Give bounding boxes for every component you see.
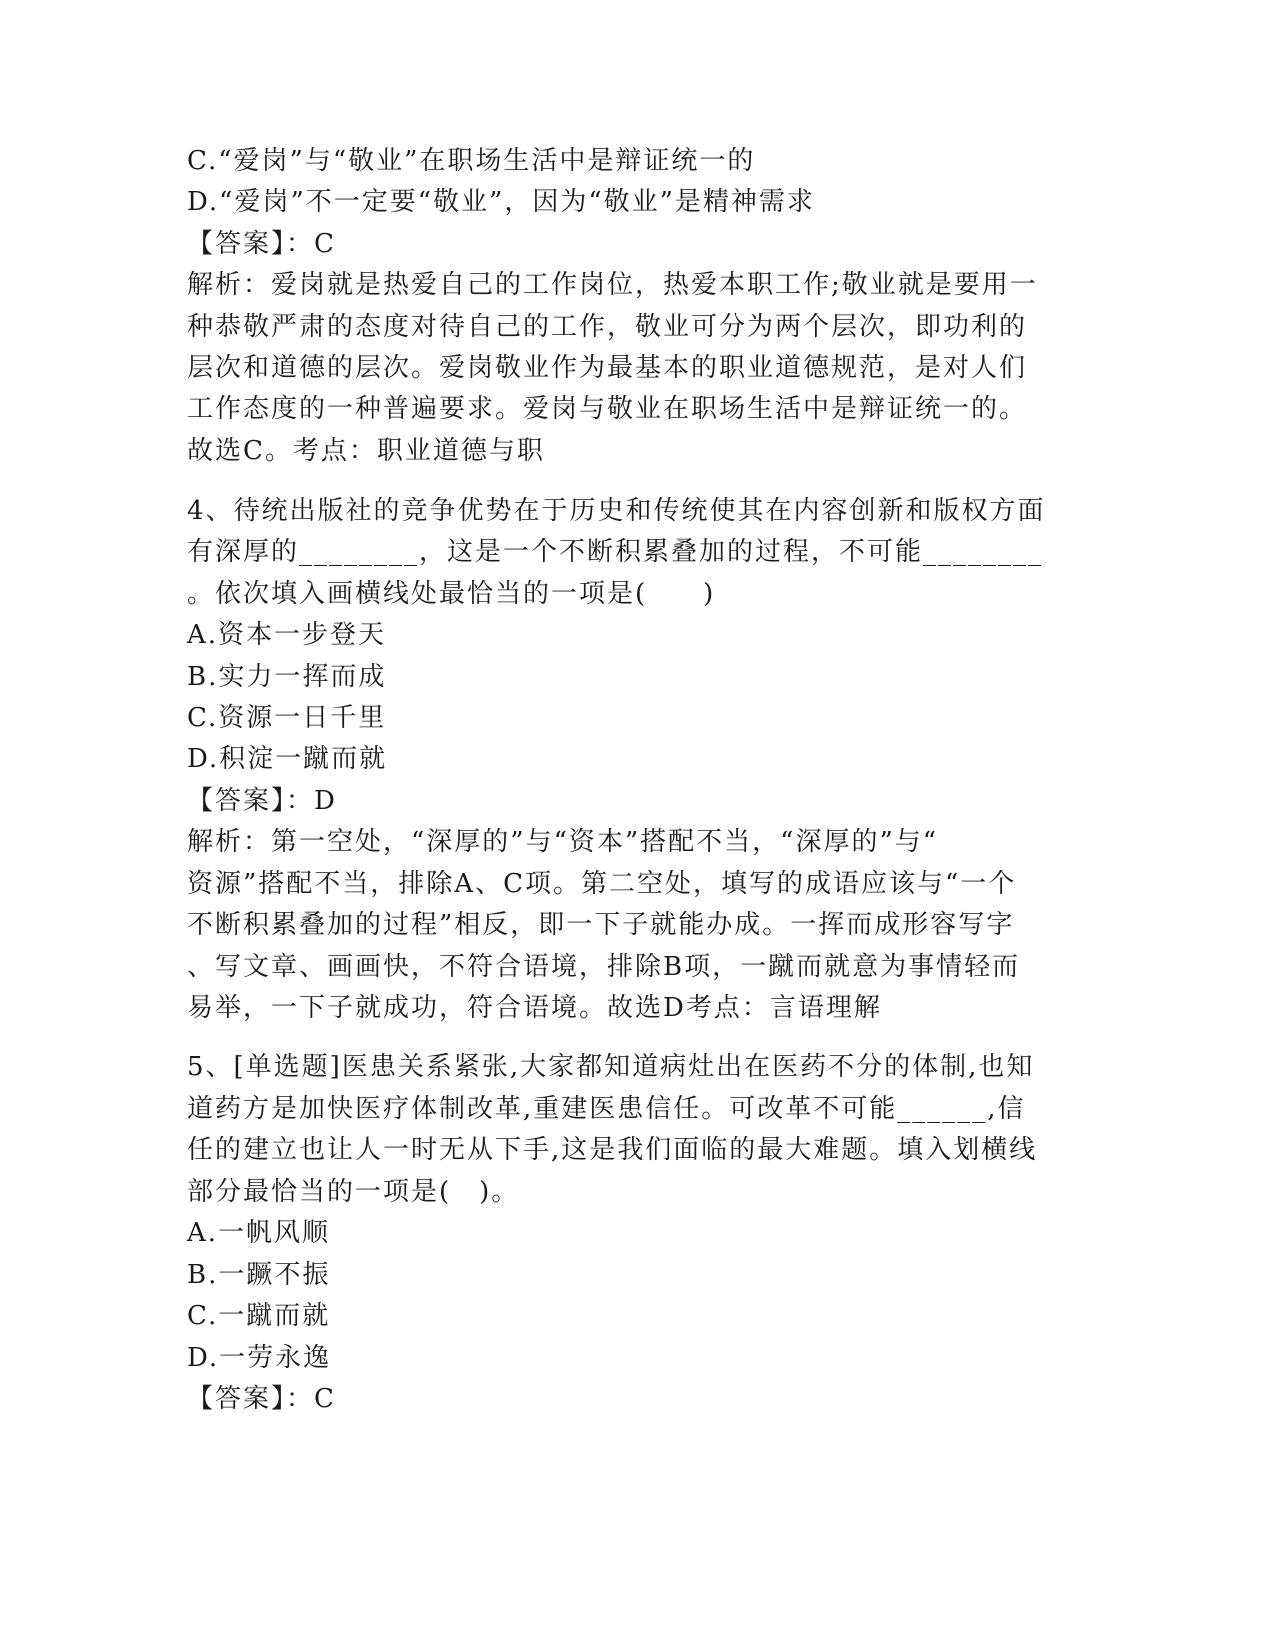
q4-stem-line: 4、待统出版社的竞争优势在于历史和传统使其在内容创新和版权方面 — [187, 496, 1046, 526]
q3-analysis-line: 解析：爱岗就是热爱自己的工作岗位，热爱本职工作;敬业就是要用一 — [187, 270, 1038, 300]
q4-analysis-line: 解析：第一空处，“深厚的”与“资本”搭配不当，“深厚的”与“ — [187, 827, 939, 857]
q4-option-c: C.资源一日千里 — [187, 703, 387, 733]
q4-option-d: D.积淀一蹴而就 — [187, 744, 388, 774]
q3-analysis-line: 工作态度的一种普遍要求。爱岗与敬业在职场生活中是辩证统一的。 — [187, 394, 1028, 424]
q4-analysis-line: 资源”搭配不当，排除A、C项。第二空处，填写的成语应该与“一个 — [187, 869, 1017, 899]
q5-option-c: C.一蹴而就 — [187, 1301, 331, 1331]
q3-analysis-line: 种恭敬严肃的态度对待自己的工作，敬业可分为两个层次，即功利的 — [187, 312, 1028, 342]
q5-option-b: B.一蹶不振 — [187, 1260, 331, 1290]
q4-analysis-line: 、写文章、画画快，不符合语境，排除B项，一蹴而就意为事情轻而 — [187, 952, 1021, 982]
q4-option-b: B.实力一挥而成 — [187, 662, 387, 692]
q3-answer: 【答案】：C — [187, 229, 336, 259]
q5-option-d: D.一劳永逸 — [187, 1343, 332, 1373]
q5-answer: 【答案】：C — [187, 1384, 336, 1414]
q3-option-d: D.“爱岗”不一定要“敬业”，因为“敬业”是精神需求 — [187, 187, 815, 217]
q4-answer: 【答案】：D — [187, 786, 337, 816]
q5-stem-line: 部分最恰当的一项是( )。 — [187, 1177, 520, 1207]
q3-analysis-line: 层次和道德的层次。爱岗敬业作为最基本的职业道德规范，是对人们 — [187, 353, 1028, 383]
q5-stem-line: 道药方是加快医疗体制改革,重建医患信任。可改革不可能______,信 — [187, 1094, 1026, 1124]
q4-analysis-line: 不断积累叠加的过程”相反，即一下子就能办成。一挥而成形容写字 — [187, 910, 1015, 940]
q4-stem-line: 。依次填入画横线处最恰当的一项是( ) — [187, 579, 716, 609]
q4-analysis-line: 易举，一下子就成功，符合语境。故选D考点：言语理解 — [187, 993, 882, 1023]
q4-option-a: A.资本一步登天 — [187, 620, 387, 650]
q3-analysis-line: 故选C。考点：职业道德与职 — [187, 436, 545, 466]
q5-stem-line: 5、[单选题]医患关系紧张,大家都知道病灶出在医药不分的体制,也知 — [187, 1052, 1035, 1082]
q4-stem-line: 有深厚的________，这是一个不断积累叠加的过程，不可能________ — [187, 537, 1044, 567]
q5-option-a: A.一帆风顺 — [187, 1218, 331, 1248]
q3-option-c: C.“爱岗”与“敬业”在职场生活中是辩证统一的 — [187, 146, 756, 176]
q5-stem-line: 任的建立也让人一时无从下手,这是我们面临的最大难题。填入划横线 — [187, 1135, 1038, 1165]
